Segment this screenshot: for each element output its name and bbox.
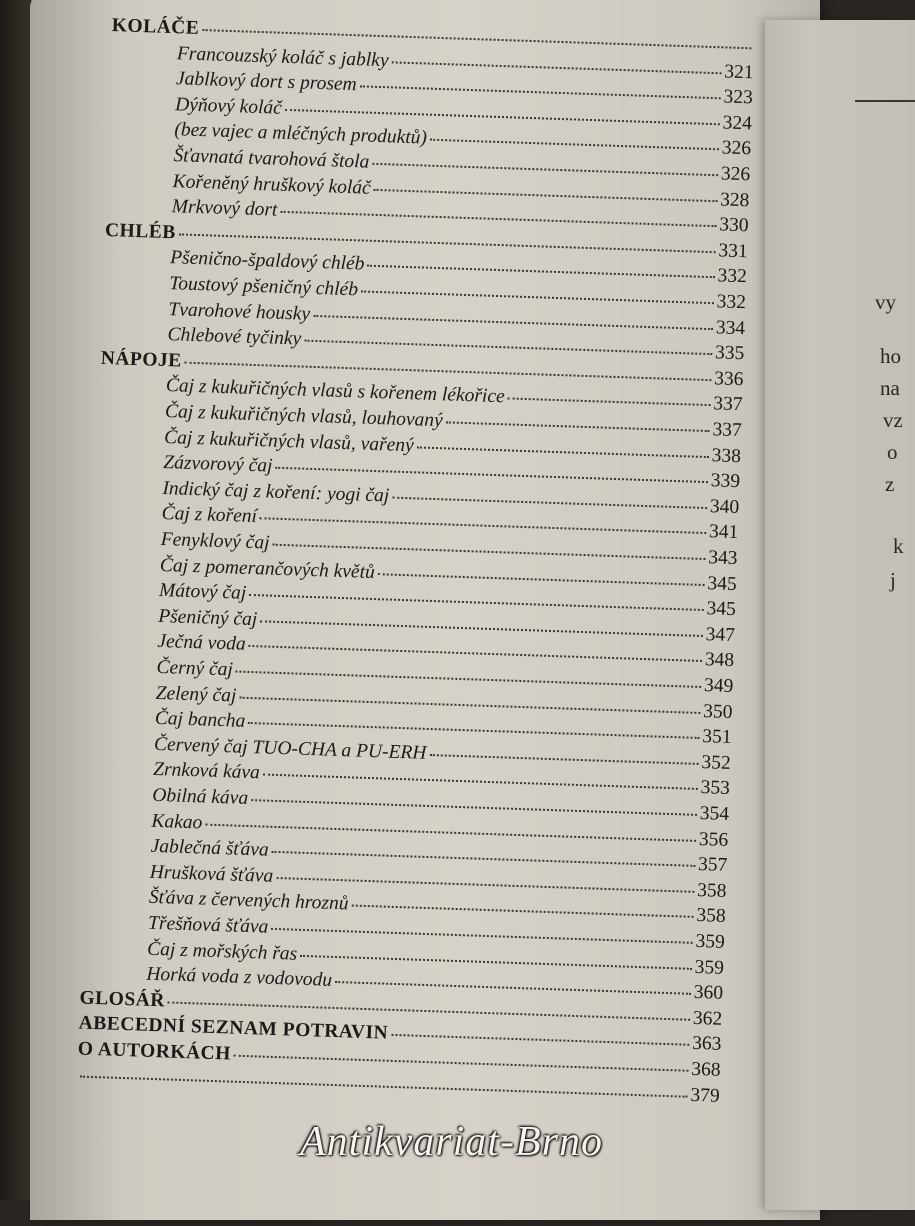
toc-entry-title: Chlebové tyčinky <box>167 324 302 350</box>
toc-entry-title: Čaj z kukuřičných vlasů s kořenem lékořice <box>165 375 506 408</box>
toc-entry-title: Hrušková šťáva <box>149 861 274 887</box>
toc-page-number: 321 <box>724 60 754 83</box>
toc-page-number: 337 <box>712 419 743 442</box>
toc-entry-title: Kořeněný hruškový koláč <box>172 170 372 199</box>
toc-leader-dots <box>335 981 691 995</box>
toc-page-number: 332 <box>716 291 747 314</box>
toc-leader-dots <box>446 421 710 432</box>
toc-entry-title: Čaj z koření <box>161 503 258 528</box>
toc-leader-dots <box>300 954 692 969</box>
right-page-text-fragment: vy <box>875 290 896 314</box>
toc-entry-title: Zelený čaj <box>155 682 237 707</box>
toc-leader-dots <box>248 722 699 739</box>
toc-page-number: 358 <box>696 905 726 928</box>
toc-page-number: 348 <box>704 649 735 672</box>
toc-page-number: 326 <box>720 163 751 186</box>
toc-leader-dots <box>417 446 709 458</box>
toc-leader-dots <box>304 340 712 356</box>
toc-entry-title: Pšeničný čaj <box>157 605 258 631</box>
toc-page-number: 347 <box>705 623 736 646</box>
toc-page-number: 323 <box>723 86 754 109</box>
toc-leader-dots <box>272 851 695 867</box>
toc-leader-dots <box>260 620 702 637</box>
toc-entry-title: Pšenično-špaldový chléb <box>169 247 365 275</box>
toc-entry-title: Tvarohové housky <box>168 298 311 325</box>
right-page-text-fragment: o <box>887 440 898 464</box>
toc-entry-title: Indický čaj z koření: yogi čaj <box>162 477 390 507</box>
toc-leader-dots <box>313 314 713 329</box>
toc-entry-title: Zázvorový čaj <box>163 452 273 477</box>
toc-leader-dots <box>280 211 716 227</box>
right-page-text-fragment: na <box>880 376 900 400</box>
toc-entry-title: Francouzský koláč s jablky <box>176 42 389 71</box>
toc-page-number: 379 <box>690 1084 721 1107</box>
toc-page-number: 330 <box>718 214 749 237</box>
right-page-text-fragment: ho <box>880 344 901 368</box>
toc-leader-dots <box>429 754 698 765</box>
toc-entry-title: Jablečná šťáva <box>150 835 270 861</box>
toc-leader-dots <box>249 594 703 611</box>
toc-entry-title: Toustový pšeničný chléb <box>168 273 359 301</box>
toc-leader-dots <box>351 905 693 918</box>
toc-leader-dots <box>234 1055 689 1072</box>
toc-leader-dots <box>236 671 701 688</box>
toc-entry-title: Třešňová šťáva <box>147 912 269 938</box>
toc-page-number: 328 <box>719 188 750 211</box>
toc-entry-title: Zrnková káva <box>152 759 261 784</box>
toc-page-number: 350 <box>702 700 733 723</box>
toc-leader-dots <box>391 1034 689 1046</box>
toc-page-number: 368 <box>690 1058 721 1081</box>
toc-entry-title: Šťavnatá tvarohová štola <box>173 145 370 173</box>
toc-page-number: 358 <box>696 879 727 902</box>
toc-leader-dots <box>374 188 717 201</box>
toc-entry-title: Čaj z mořských řas <box>146 938 298 965</box>
toc-page-number: 343 <box>707 547 738 570</box>
toc-leader-dots <box>392 496 707 508</box>
toc-section-title: GLOSÁŘ <box>79 987 166 1012</box>
right-page-text-fragment: vz <box>883 408 903 432</box>
toc-leader-dots <box>239 696 700 713</box>
toc-section-title: O AUTORKÁCH <box>77 1038 232 1065</box>
toc-entry-title: Čaj bancha <box>154 708 246 733</box>
toc-entry-title: Dýňový koláč <box>174 94 283 119</box>
toc-entry-title: Ječná voda <box>157 631 246 656</box>
toc-entry-title: Šťáva z červených hroznů <box>148 887 349 915</box>
toc-leader-dots <box>391 61 721 74</box>
toc-page-number: 349 <box>703 675 734 698</box>
toc-leader-dots <box>508 398 711 407</box>
toc-page-number: 338 <box>711 444 742 467</box>
toc-page-number: 353 <box>700 777 731 800</box>
toc-entry-title: Černý čaj <box>156 656 234 681</box>
toc-entry-title: Čaj z kukuřičných vlasů, vařený <box>163 426 415 456</box>
toc-page-number: 357 <box>697 854 728 877</box>
toc-page-number: 345 <box>706 598 737 621</box>
toc-leader-dots <box>263 774 698 790</box>
toc-leader-dots <box>272 544 705 560</box>
toc-page-number: 352 <box>701 751 732 774</box>
toc-entry-title: Jablkový dort s prosem <box>175 68 358 96</box>
toc-leader-dots <box>361 290 714 304</box>
toc-entry-title: Mrkvový dort <box>171 196 278 221</box>
toc-page-number: 335 <box>714 342 745 365</box>
toc-leader-dots <box>360 86 721 100</box>
toc-leader-dots <box>372 163 718 176</box>
toc-page-number: 331 <box>718 240 749 263</box>
toc-section-title: NÁPOJE <box>100 347 183 372</box>
toc-entry-title: Fenyklový čaj <box>160 528 270 554</box>
toc-page-number: 341 <box>708 521 739 544</box>
toc-leader-dots <box>205 823 696 841</box>
toc-page-number: 359 <box>695 930 726 953</box>
toc-entry-title: Červený čaj TUO-CHA a PU-ERH <box>153 733 427 764</box>
toc-leader-dots <box>276 877 694 893</box>
toc-page-number: 332 <box>717 265 748 288</box>
toc-entry-title: Čaj z kukuřičných vlasů, louhovaný <box>164 401 444 432</box>
toc-leader-dots <box>430 139 719 151</box>
toc-leader-dots <box>260 518 706 535</box>
right-page-text-fragment: j <box>890 568 896 592</box>
toc-entry-title: Mátový čaj <box>158 580 247 605</box>
toc-entry-title: Čaj z pomerančových květů <box>159 554 376 583</box>
toc-page-number: 324 <box>722 112 753 135</box>
toc-entry-title: (bez vajec a mléčných produktů) <box>174 119 428 149</box>
right-page-text-fragment: k <box>893 534 904 558</box>
toc-page-number: 326 <box>721 137 752 160</box>
toc-entry-title: Kakao <box>151 810 203 834</box>
toc-leader-dots <box>367 265 714 279</box>
toc-page-number: 363 <box>691 1033 722 1056</box>
toc-page-number: 359 <box>694 956 725 979</box>
toc-page-number: 354 <box>699 802 730 825</box>
toc-page-number: 339 <box>710 470 741 493</box>
toc-page-number: 345 <box>707 572 737 595</box>
toc-section-title: CHLÉB <box>104 219 177 244</box>
toc-section-title: ABECEDNÍ SEZNAM POTRAVIN <box>78 1012 389 1045</box>
toc-leader-dots <box>275 467 707 483</box>
toc-page-number: 360 <box>693 982 724 1005</box>
toc-leader-dots <box>378 573 705 586</box>
toc-page-number: 337 <box>712 393 743 416</box>
toc-page-number: 340 <box>709 495 740 518</box>
toc-leader-dots <box>285 109 720 125</box>
toc-page-number: 362 <box>692 1007 723 1030</box>
toc-leader-dots <box>249 645 702 662</box>
toc-page-number: 351 <box>701 726 732 749</box>
toc-entry-title: Obilná káva <box>151 784 249 810</box>
toc-page-number: 356 <box>698 828 729 851</box>
toc-page-number: 336 <box>713 368 744 390</box>
toc-entry-title: Horká voda z vodovodu <box>146 963 333 992</box>
watermark: Antikvariat-Brno <box>300 1119 603 1165</box>
toc-leader-dots <box>271 928 692 944</box>
toc-section-title: KOLÁČE <box>111 15 200 39</box>
toc-page-number: 334 <box>715 316 746 339</box>
toc-leader-dots <box>251 799 697 816</box>
right-page-text-fragment: z <box>885 472 895 496</box>
